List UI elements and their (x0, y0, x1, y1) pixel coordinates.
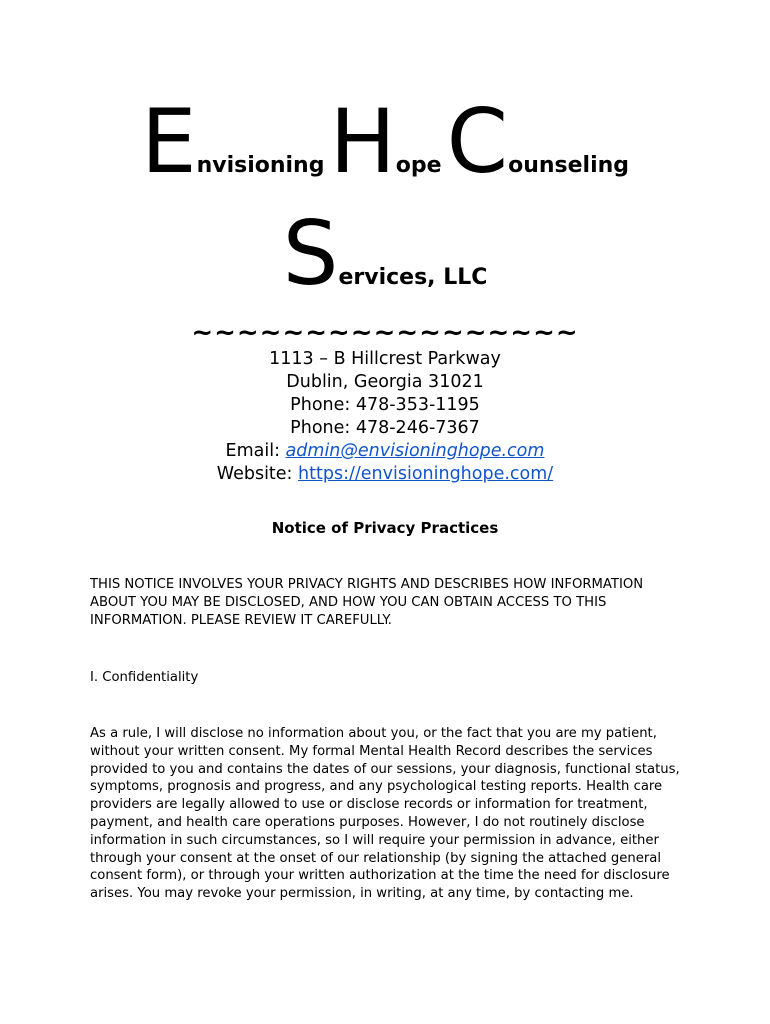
phone-2: Phone: 478-246-7367 (290, 418, 480, 438)
tilde-divider: ~~~~~~~~~~~~~~~~~ (191, 318, 579, 348)
email-link[interactable]: admin@envisioninghope.com (285, 441, 545, 461)
title-word-services: ervices, LLC (338, 265, 488, 290)
company-name-line-1 (0, 90, 770, 193)
contact-block (0, 348, 770, 486)
website-row (0, 463, 770, 486)
website-label: Website: (216, 464, 299, 484)
email-row (0, 440, 770, 463)
title-initial-e: E (140, 90, 197, 193)
phone-1: Phone: 478-353-1195 (290, 395, 480, 415)
title-initial-c: C (446, 90, 509, 193)
city-state-zip: Dublin, Georgia 31021 (286, 372, 484, 392)
title-word-hope: ope (395, 153, 442, 178)
street-address: 1113 – B Hillcrest Parkway (269, 349, 501, 369)
notice-title: Notice of Privacy Practices (271, 519, 499, 537)
section-heading-confidentiality: I. Confidentiality (90, 670, 199, 685)
confidentiality-paragraph: As a rule, I will disclose no information about you, or the fact that you are my patient, without your written consent. My formal Mental Health Record describes the services provided to you and contains the dates of our sessions, your diagnosis, functional status, symptoms, prognosis and progress, and any psychological testing reports. Health care providers are legally allowed to use or disclose records or information for treatment, payment, and health care operations purposes. However, I do not routinely disclose information in such circumstances, so I will require your permission in advance, either through your consent at the onset of our relationship (by signing the attached general consent form), or through your written authorization at the time the need for disclosure arises. You may revoke your permission, in writing, at any time, by contacting me. (90, 726, 680, 902)
company-name-line-2 (0, 202, 770, 305)
title-initial-s: S (282, 202, 339, 305)
website-link[interactable]: https://envisioninghope.com/ (298, 464, 554, 484)
notice-intro-paragraph: THIS NOTICE INVOLVES YOUR PRIVACY RIGHTS AND DESCRIBES HOW INFORMATION ABOUT YOU MAY BE DISCLOSED, AND HOW YOU CAN OBTAIN ACCESS TO THIS INFORMATION. PLEASE REVIEW IT CAREFULLY. (90, 577, 644, 628)
email-label: Email: (225, 441, 286, 461)
title-initial-h: H (329, 90, 396, 193)
title-word-counseling: ounseling (508, 153, 630, 178)
title-word-envisioning: nvisioning (196, 153, 325, 178)
